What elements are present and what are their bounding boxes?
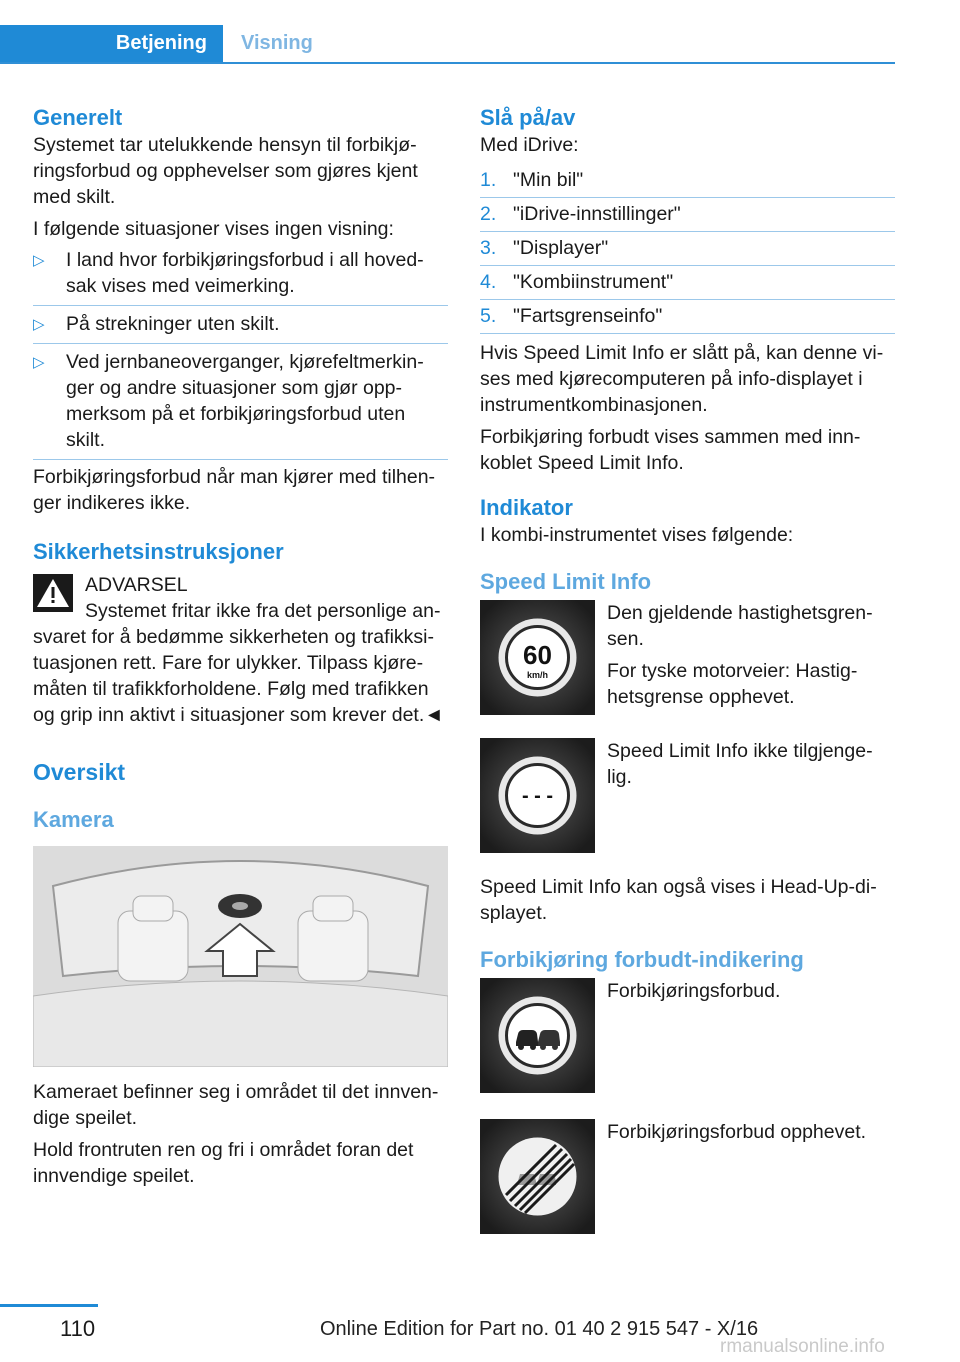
warning-text: Systemet fritar ikke fra det personlige an-svaret for å bedømme sikkerheten og trafikksi-tuasjonen rett. Fare for ulykker. Tilpass kjøre-måten til trafikkforholdene. Følg med trafikken og grip inn aktivt i situasjoner som krever det.◄: [33, 600, 444, 726]
no-passing-description: Forbikjøringsforbud.: [607, 980, 781, 1002]
onoff-paragraph-2: Forbikjøring forbudt vises sammen med inn-koblet Speed Limit Info.: [480, 426, 861, 474]
warning-triangle-icon: [33, 574, 73, 612]
svg-text:- - -: - - -: [521, 785, 554, 807]
no-passing-sign-icon: [480, 978, 595, 1093]
list-item: ▷ Ved jernbaneoverganger, kjørefeltmerkin-ger og andre situasjoner som gjør opp-merksom på et forbikjøringsforbud uten skilt.: [33, 344, 448, 460]
camera-paragraph-1: Kameraet befinner seg i området til det innven-dige speilet.: [33, 1081, 439, 1129]
tab-betjening[interactable]: Betjening: [0, 25, 223, 62]
triangle-bullet-icon: ▷: [33, 252, 45, 269]
list-item: 5. "Fartsgrenseinfo": [480, 300, 895, 334]
hud-paragraph: Speed Limit Info kan også vises i Head-Up-di-splayet.: [480, 876, 877, 924]
list-item: 3. "Displayer": [480, 232, 895, 266]
indicator-paragraph: I kombi-instrumentet vises følgende:: [480, 524, 794, 546]
svg-text:60: 60: [523, 640, 552, 670]
speed-limit-heading: Speed Limit Info: [480, 569, 652, 594]
onoff-paragraph-1: Hvis Speed Limit Info er slått på, kan denne vi-ses med kjørecomputeren på info-displayet i instrumentkombinasjonen.: [480, 342, 884, 416]
unavailable-row: [480, 738, 895, 870]
general-paragraph-3: Forbikjøringsforbud når man kjører med tilhen-ger indikeres ikke.: [33, 466, 436, 514]
no-passing-row: [480, 978, 895, 1115]
no-passing-heading: Forbikjøring forbudt-indikering: [480, 947, 804, 972]
page-number: 110: [60, 1316, 96, 1341]
triangle-bullet-icon: ▷: [33, 354, 45, 371]
indicator-heading: Indikator: [480, 495, 573, 520]
watermark: rmanualsonline.info: [720, 1336, 885, 1357]
general-paragraph-1: Systemet tar utelukkende hensyn til forbikjø-ringsforbud og opphevelser som gjøres kjent med skilt.: [33, 134, 418, 208]
online-edition: Online Edition for Part no. 01 40 2 915 547 - X/16: [320, 1318, 759, 1340]
list-item: ▷ På strekninger uten skilt.: [33, 306, 448, 344]
speed-limit-row: [480, 600, 895, 734]
right-column: [480, 104, 895, 1249]
triangle-bullet-icon: ▷: [33, 316, 45, 333]
list-item: 2. "iDrive-innstillinger": [480, 198, 895, 232]
no-passing-end-row: [480, 1119, 895, 1249]
left-column: [33, 104, 448, 1195]
general-paragraph-2: I følgende situasjoner vises ingen visning:: [33, 218, 394, 240]
camera-paragraph-2: Hold frontruten ren og fri i området foran det innvendige speilet.: [33, 1139, 414, 1187]
camera-heading: Kamera: [33, 807, 114, 832]
list-item: 4. "Kombiinstrument": [480, 266, 895, 300]
unavailable-description: Speed Limit Info ikke tilgjenge-lig.: [607, 740, 873, 788]
svg-text:km/h: km/h: [526, 670, 549, 680]
idrive-steps: [480, 164, 895, 334]
no-passing-end-sign-icon: [480, 1119, 595, 1234]
list-item: 1. "Min bil": [480, 164, 895, 198]
speed-limit-sign-icon: [480, 600, 595, 715]
onoff-intro: Med iDrive:: [480, 134, 579, 156]
situation-list: [33, 242, 448, 460]
list-item: ▷ I land hvor forbikjøringsforbud i all hoved-sak vises med veimerking.: [33, 242, 448, 306]
warning-title: ADVARSEL: [85, 574, 188, 596]
speed-limit-unavailable-icon: [480, 738, 595, 853]
tab-visning[interactable]: Visning: [241, 32, 313, 54]
speed-limit-description: Den gjeldende hastighetsgren-sen. For tyske motorveier: Hastig-hetsgrense opphevet.: [607, 602, 873, 708]
no-passing-end-description: Forbikjøringsforbud opphevet.: [607, 1121, 867, 1143]
onoff-heading: Slå på/av: [480, 105, 576, 130]
overview-heading: Oversikt: [33, 759, 126, 785]
warning-block: [33, 572, 448, 728]
camera-location-photo: [33, 846, 448, 1067]
tab-bar: [0, 25, 895, 64]
footer-rule: [0, 1304, 98, 1307]
safety-heading: Sikkerhetsinstruksjoner: [33, 539, 284, 564]
general-heading: Generelt: [33, 105, 123, 130]
